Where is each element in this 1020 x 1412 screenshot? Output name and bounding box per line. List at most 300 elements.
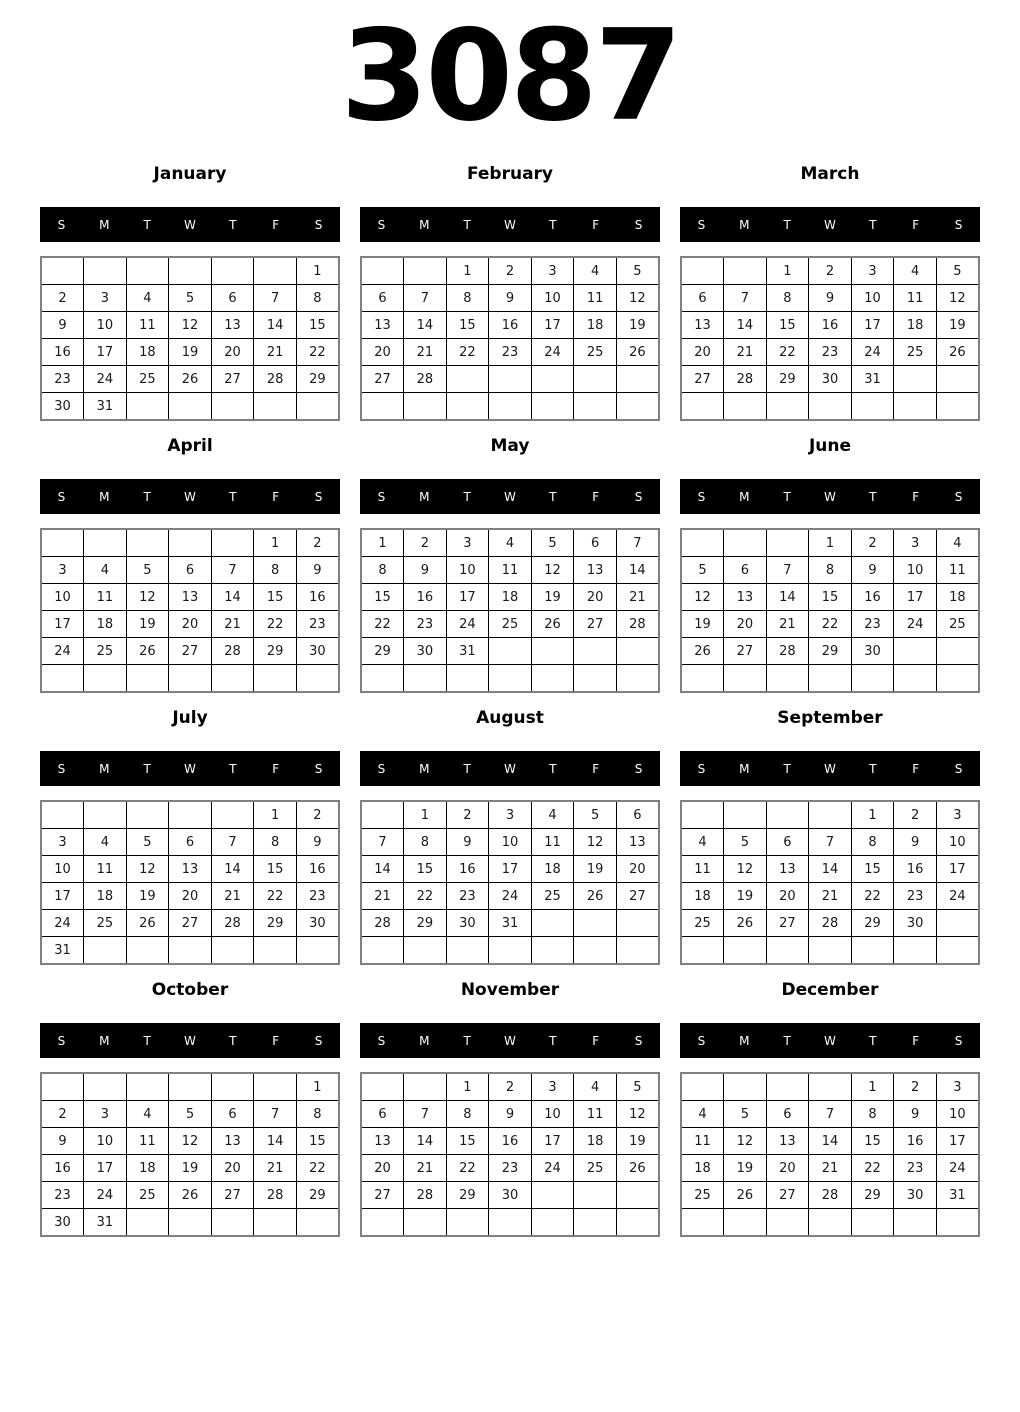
day-row xyxy=(41,285,339,312)
day-cell: 22 xyxy=(404,883,447,910)
day-cell xyxy=(84,257,127,285)
day-cell: 17 xyxy=(531,1128,574,1155)
day-row xyxy=(681,1155,979,1182)
day-cell: 24 xyxy=(851,339,894,366)
day-cell: 25 xyxy=(531,883,574,910)
day-cell xyxy=(616,366,659,393)
day-cell: 10 xyxy=(531,285,574,312)
day-cell: 6 xyxy=(361,285,404,312)
day-cell xyxy=(489,665,532,693)
day-cell: 11 xyxy=(681,1128,724,1155)
day-row xyxy=(361,611,659,638)
day-cell: 30 xyxy=(41,1209,84,1237)
day-cell xyxy=(126,257,169,285)
day-row xyxy=(361,1101,659,1128)
day-cell xyxy=(574,910,617,937)
day-cell: 9 xyxy=(489,285,532,312)
day-cell: 14 xyxy=(766,584,809,611)
weekday-label: S xyxy=(954,217,963,232)
weekday-label: T xyxy=(143,761,151,776)
day-cell xyxy=(126,529,169,557)
day-cell: 16 xyxy=(894,1128,937,1155)
day-cell: 13 xyxy=(169,584,212,611)
day-cell xyxy=(936,665,979,693)
day-cell: 4 xyxy=(489,529,532,557)
day-cell: 14 xyxy=(211,856,254,883)
day-cell: 27 xyxy=(361,1182,404,1209)
day-cell: 5 xyxy=(724,829,767,856)
day-cell: 17 xyxy=(936,856,979,883)
day-cell: 31 xyxy=(851,366,894,393)
weekday-label: T xyxy=(463,217,471,232)
day-cell xyxy=(489,1209,532,1237)
day-cell: 12 xyxy=(574,829,617,856)
day-cell: 4 xyxy=(84,557,127,584)
day-cell: 17 xyxy=(489,856,532,883)
day-cell: 19 xyxy=(681,611,724,638)
day-cell xyxy=(84,665,127,693)
day-cell: 13 xyxy=(616,829,659,856)
day-cell: 8 xyxy=(851,829,894,856)
day-cell: 10 xyxy=(446,557,489,584)
day-cell: 13 xyxy=(766,856,809,883)
day-cell xyxy=(616,665,659,693)
day-cell: 6 xyxy=(361,1101,404,1128)
day-cell: 6 xyxy=(766,829,809,856)
day-cell xyxy=(936,910,979,937)
day-cell: 25 xyxy=(681,910,724,937)
weekday-label: T xyxy=(549,761,557,776)
day-cell xyxy=(531,366,574,393)
day-cell: 14 xyxy=(809,856,852,883)
day-cell xyxy=(41,1073,84,1101)
day-cell: 2 xyxy=(41,1101,84,1128)
day-cell: 9 xyxy=(894,829,937,856)
day-cell xyxy=(574,638,617,665)
weekday-label: M xyxy=(739,1033,750,1048)
day-cell xyxy=(531,393,574,421)
day-cell xyxy=(84,937,127,965)
weekday-label: S xyxy=(314,217,323,232)
day-cell xyxy=(361,1073,404,1101)
weekday-label: S xyxy=(954,761,963,776)
day-cell: 4 xyxy=(574,1073,617,1101)
day-cell: 28 xyxy=(254,1182,297,1209)
day-cell xyxy=(574,366,617,393)
day-cell: 24 xyxy=(41,638,84,665)
day-cell: 9 xyxy=(296,829,339,856)
day-row xyxy=(681,285,979,312)
month-day-grid xyxy=(680,528,980,693)
day-row xyxy=(41,312,339,339)
day-cell: 26 xyxy=(126,638,169,665)
weekday-header xyxy=(680,207,980,242)
day-cell: 23 xyxy=(41,366,84,393)
day-row xyxy=(361,1128,659,1155)
weekday-header xyxy=(680,479,980,514)
weekday-label: W xyxy=(504,1033,516,1048)
day-cell: 20 xyxy=(574,584,617,611)
day-cell: 27 xyxy=(211,1182,254,1209)
day-cell: 2 xyxy=(296,801,339,829)
day-cell: 21 xyxy=(404,339,447,366)
day-cell xyxy=(296,665,339,693)
day-cell xyxy=(211,257,254,285)
day-cell: 10 xyxy=(936,829,979,856)
day-cell: 18 xyxy=(574,1128,617,1155)
month-title: January xyxy=(153,164,227,184)
day-row xyxy=(41,829,339,856)
day-cell xyxy=(574,937,617,965)
day-row xyxy=(361,393,659,421)
month-block xyxy=(40,978,340,1237)
day-cell: 14 xyxy=(809,1128,852,1155)
weekday-label: F xyxy=(912,489,920,504)
day-cell xyxy=(126,393,169,421)
day-cell: 12 xyxy=(126,856,169,883)
day-cell xyxy=(169,801,212,829)
day-cell xyxy=(404,937,447,965)
day-cell: 12 xyxy=(936,285,979,312)
day-cell: 26 xyxy=(724,910,767,937)
day-cell xyxy=(126,1073,169,1101)
day-cell: 16 xyxy=(894,856,937,883)
weekday-label: W xyxy=(824,489,836,504)
day-cell: 28 xyxy=(809,910,852,937)
day-cell: 7 xyxy=(809,829,852,856)
day-cell xyxy=(616,393,659,421)
day-cell xyxy=(724,529,767,557)
day-cell: 31 xyxy=(41,937,84,965)
day-cell: 17 xyxy=(894,584,937,611)
day-row xyxy=(41,529,339,557)
day-cell: 16 xyxy=(404,584,447,611)
weekday-label: T xyxy=(869,217,877,232)
month-day-grid xyxy=(40,1072,340,1237)
day-cell: 31 xyxy=(84,1209,127,1237)
day-cell: 30 xyxy=(296,910,339,937)
day-cell: 8 xyxy=(766,285,809,312)
day-cell: 26 xyxy=(531,611,574,638)
day-cell: 30 xyxy=(851,638,894,665)
day-cell: 17 xyxy=(84,1155,127,1182)
day-cell: 5 xyxy=(724,1101,767,1128)
day-cell: 18 xyxy=(681,1155,724,1182)
day-cell xyxy=(724,937,767,965)
day-cell: 4 xyxy=(936,529,979,557)
day-cell: 25 xyxy=(936,611,979,638)
day-cell: 6 xyxy=(211,1101,254,1128)
day-cell: 24 xyxy=(894,611,937,638)
day-cell xyxy=(616,1182,659,1209)
day-cell: 13 xyxy=(211,312,254,339)
day-cell: 8 xyxy=(361,557,404,584)
day-cell xyxy=(851,1209,894,1237)
day-row xyxy=(681,910,979,937)
day-cell: 2 xyxy=(894,801,937,829)
day-cell: 10 xyxy=(531,1101,574,1128)
day-row xyxy=(361,285,659,312)
weekday-label: S xyxy=(954,1033,963,1048)
day-cell: 29 xyxy=(361,638,404,665)
weekday-label: T xyxy=(143,217,151,232)
weekday-label: T xyxy=(463,489,471,504)
day-cell xyxy=(169,529,212,557)
day-cell: 6 xyxy=(616,801,659,829)
day-cell: 17 xyxy=(84,339,127,366)
day-cell: 16 xyxy=(489,312,532,339)
day-cell: 5 xyxy=(531,529,574,557)
day-cell: 2 xyxy=(894,1073,937,1101)
day-cell xyxy=(681,801,724,829)
day-cell: 19 xyxy=(616,1128,659,1155)
day-cell xyxy=(681,665,724,693)
day-cell xyxy=(211,529,254,557)
day-cell: 15 xyxy=(361,584,404,611)
day-cell xyxy=(254,257,297,285)
day-cell: 2 xyxy=(851,529,894,557)
day-cell: 10 xyxy=(489,829,532,856)
day-cell: 3 xyxy=(531,1073,574,1101)
day-cell xyxy=(126,937,169,965)
day-cell: 1 xyxy=(361,529,404,557)
month-title: April xyxy=(167,436,213,456)
calendar-months-grid xyxy=(0,162,1020,1237)
day-cell xyxy=(851,393,894,421)
weekday-label: S xyxy=(954,489,963,504)
month-title: August xyxy=(476,708,544,728)
day-cell xyxy=(531,1209,574,1237)
day-cell: 11 xyxy=(936,557,979,584)
day-row xyxy=(361,529,659,557)
weekday-label: S xyxy=(634,217,643,232)
day-cell: 11 xyxy=(574,285,617,312)
day-cell xyxy=(809,665,852,693)
day-cell xyxy=(851,665,894,693)
month-day-grid xyxy=(680,800,980,965)
day-cell: 7 xyxy=(404,285,447,312)
day-cell: 10 xyxy=(936,1101,979,1128)
day-cell: 5 xyxy=(169,1101,212,1128)
weekday-label: M xyxy=(419,217,430,232)
weekday-label: T xyxy=(229,1033,237,1048)
day-row xyxy=(681,257,979,285)
day-cell xyxy=(574,1209,617,1237)
day-cell: 13 xyxy=(574,557,617,584)
day-cell xyxy=(84,801,127,829)
day-cell xyxy=(681,529,724,557)
day-cell xyxy=(446,366,489,393)
day-cell xyxy=(936,1209,979,1237)
day-cell: 11 xyxy=(681,856,724,883)
day-cell: 3 xyxy=(936,1073,979,1101)
weekday-label: S xyxy=(634,489,643,504)
day-cell: 3 xyxy=(936,801,979,829)
day-cell: 15 xyxy=(296,1128,339,1155)
day-cell xyxy=(724,1209,767,1237)
day-row xyxy=(361,339,659,366)
day-cell xyxy=(936,937,979,965)
weekday-label: F xyxy=(272,489,280,504)
day-row xyxy=(41,910,339,937)
day-row xyxy=(361,638,659,665)
day-cell: 1 xyxy=(446,257,489,285)
day-cell: 14 xyxy=(404,312,447,339)
weekday-label: F xyxy=(592,489,600,504)
day-cell: 12 xyxy=(169,312,212,339)
day-cell: 23 xyxy=(446,883,489,910)
day-cell: 31 xyxy=(84,393,127,421)
day-cell: 28 xyxy=(809,1182,852,1209)
weekday-label: F xyxy=(912,761,920,776)
day-cell xyxy=(254,1073,297,1101)
day-row xyxy=(41,1073,339,1101)
day-row xyxy=(361,910,659,937)
day-cell: 2 xyxy=(41,285,84,312)
day-cell: 17 xyxy=(936,1128,979,1155)
day-cell: 1 xyxy=(851,1073,894,1101)
day-cell: 19 xyxy=(936,312,979,339)
day-cell: 5 xyxy=(126,557,169,584)
day-cell: 4 xyxy=(574,257,617,285)
weekday-header xyxy=(360,207,660,242)
day-cell: 18 xyxy=(489,584,532,611)
day-row xyxy=(361,829,659,856)
month-day-grid xyxy=(680,256,980,421)
day-cell: 23 xyxy=(894,883,937,910)
day-cell: 15 xyxy=(254,584,297,611)
day-cell xyxy=(361,1209,404,1237)
day-cell: 25 xyxy=(681,1182,724,1209)
weekday-label: S xyxy=(57,489,66,504)
day-cell: 1 xyxy=(809,529,852,557)
day-cell xyxy=(446,393,489,421)
weekday-label: W xyxy=(824,761,836,776)
day-cell: 5 xyxy=(574,801,617,829)
day-cell: 6 xyxy=(169,557,212,584)
weekday-label: S xyxy=(377,489,386,504)
day-cell: 5 xyxy=(936,257,979,285)
day-cell xyxy=(211,1209,254,1237)
day-cell xyxy=(894,638,937,665)
day-cell: 27 xyxy=(681,366,724,393)
day-row xyxy=(361,665,659,693)
day-cell: 16 xyxy=(851,584,894,611)
day-cell: 24 xyxy=(41,910,84,937)
day-cell xyxy=(574,1182,617,1209)
day-cell xyxy=(766,393,809,421)
day-cell xyxy=(296,393,339,421)
weekday-label: S xyxy=(634,761,643,776)
day-cell xyxy=(211,393,254,421)
day-cell xyxy=(766,1073,809,1101)
month-title: May xyxy=(490,436,530,456)
weekday-label: T xyxy=(549,217,557,232)
day-cell: 26 xyxy=(724,1182,767,1209)
day-cell: 23 xyxy=(41,1182,84,1209)
month-title: October xyxy=(151,980,229,1000)
day-cell: 25 xyxy=(574,339,617,366)
day-cell: 23 xyxy=(489,1155,532,1182)
weekday-label: S xyxy=(377,1033,386,1048)
day-cell: 7 xyxy=(616,529,659,557)
day-cell: 4 xyxy=(531,801,574,829)
day-cell xyxy=(254,665,297,693)
day-cell xyxy=(681,1209,724,1237)
day-cell: 8 xyxy=(446,1101,489,1128)
weekday-label: M xyxy=(99,1033,110,1048)
day-cell xyxy=(84,1073,127,1101)
day-row xyxy=(681,937,979,965)
day-cell: 17 xyxy=(41,883,84,910)
weekday-label: T xyxy=(229,217,237,232)
day-cell xyxy=(84,529,127,557)
day-cell xyxy=(616,1209,659,1237)
month-block xyxy=(680,162,980,421)
day-row xyxy=(681,856,979,883)
day-cell xyxy=(681,937,724,965)
day-cell: 28 xyxy=(361,910,404,937)
day-cell: 7 xyxy=(211,557,254,584)
day-row xyxy=(361,584,659,611)
month-title: September xyxy=(777,708,883,728)
day-cell: 7 xyxy=(361,829,404,856)
day-cell: 9 xyxy=(489,1101,532,1128)
day-row xyxy=(361,1073,659,1101)
day-cell: 11 xyxy=(894,285,937,312)
day-cell: 25 xyxy=(84,910,127,937)
day-cell: 6 xyxy=(724,557,767,584)
day-cell: 12 xyxy=(531,557,574,584)
day-cell: 26 xyxy=(936,339,979,366)
day-cell: 30 xyxy=(446,910,489,937)
day-cell: 7 xyxy=(254,1101,297,1128)
weekday-label: S xyxy=(377,761,386,776)
day-cell: 28 xyxy=(254,366,297,393)
day-cell: 16 xyxy=(41,339,84,366)
day-row xyxy=(41,1128,339,1155)
day-cell: 19 xyxy=(169,339,212,366)
weekday-label: W xyxy=(184,1033,196,1048)
day-row xyxy=(41,638,339,665)
day-row xyxy=(681,1182,979,1209)
month-day-grid xyxy=(40,528,340,693)
day-cell: 12 xyxy=(681,584,724,611)
day-row xyxy=(41,257,339,285)
day-cell: 14 xyxy=(254,1128,297,1155)
day-cell: 26 xyxy=(616,339,659,366)
day-cell: 2 xyxy=(296,529,339,557)
day-cell: 17 xyxy=(851,312,894,339)
weekday-label: S xyxy=(314,761,323,776)
day-row xyxy=(681,312,979,339)
day-cell: 1 xyxy=(254,801,297,829)
weekday-label: M xyxy=(419,1033,430,1048)
day-cell: 3 xyxy=(41,557,84,584)
day-cell: 23 xyxy=(851,611,894,638)
day-cell: 30 xyxy=(296,638,339,665)
day-cell: 8 xyxy=(851,1101,894,1128)
day-cell: 7 xyxy=(404,1101,447,1128)
day-cell xyxy=(169,257,212,285)
month-day-grid xyxy=(360,800,660,965)
day-cell xyxy=(404,257,447,285)
day-cell: 28 xyxy=(616,611,659,638)
weekday-label: T xyxy=(869,761,877,776)
weekday-label: T xyxy=(143,489,151,504)
day-row xyxy=(681,557,979,584)
day-cell: 22 xyxy=(446,1155,489,1182)
